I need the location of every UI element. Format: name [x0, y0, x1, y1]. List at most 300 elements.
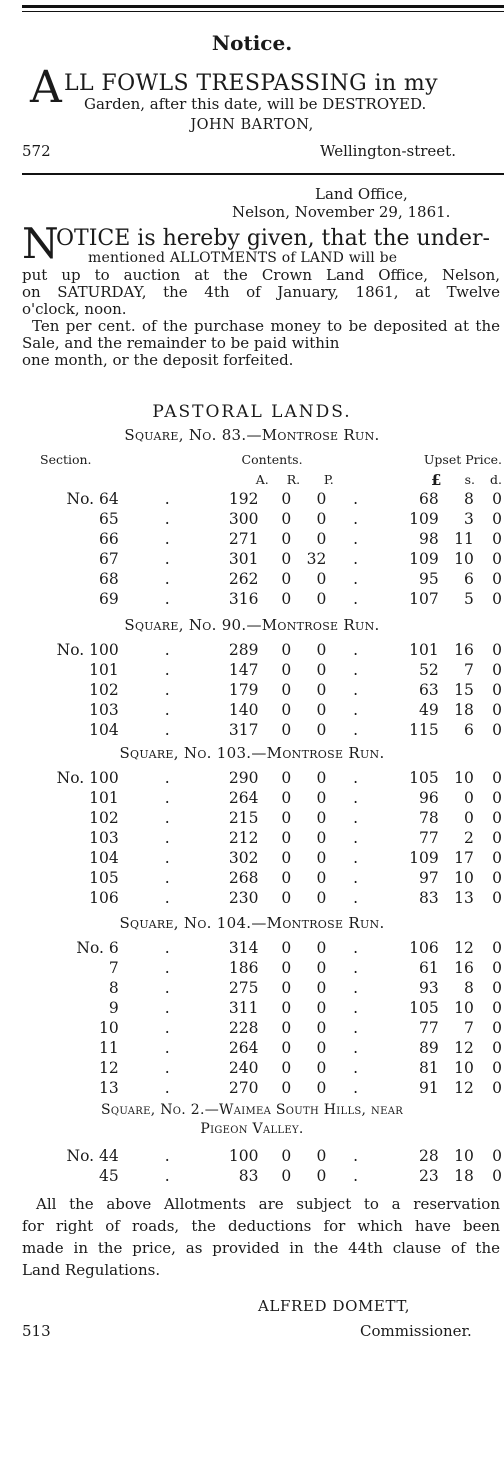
acres-cell: 264 [228, 1039, 259, 1057]
pence-cell: 0 [492, 490, 502, 508]
leader-dot: . [164, 829, 170, 847]
allotment-row [22, 788, 502, 808]
roods-cell: 0 [281, 959, 292, 977]
pounds-cell: 105 [409, 769, 439, 787]
shillings-cell: 15 [454, 681, 474, 699]
acres-cell: 83 [238, 1167, 259, 1185]
square-104-title: Square, No. 104.—Montrose Run. [119, 914, 385, 932]
perches-cell: 0 [316, 1167, 327, 1185]
shillings-cell: 12 [454, 1079, 474, 1097]
footer-line-2: for right of roads, the deductions for which have been [22, 1217, 500, 1235]
perches-cell: 0 [316, 849, 327, 867]
notice1-street: Wellington-street. [320, 142, 456, 160]
header-shillings: s. [464, 472, 476, 487]
section-cell: 8 [108, 979, 119, 997]
shillings-cell: 16 [454, 959, 474, 977]
allotment-row [22, 700, 502, 720]
allotment-row [22, 958, 502, 978]
leader-dot: . [164, 1019, 170, 1037]
perches-cell: 0 [316, 869, 327, 887]
leader-dot: . [353, 769, 359, 787]
footer-line-1: All the above Allotments are subject to a reservation [36, 1195, 500, 1213]
allotment-row [22, 848, 502, 868]
notice1-signer: JOHN BARTON, [190, 117, 314, 133]
shillings-cell: 10 [454, 769, 474, 787]
shillings-cell: 12 [454, 1039, 474, 1057]
leader-dot: . [164, 959, 170, 977]
footer-line-3: made in the price, as provided in the 44th clause of the [22, 1239, 500, 1257]
pence-cell: 0 [492, 1167, 502, 1185]
pounds-cell: 101 [409, 641, 439, 659]
leader-dot: . [164, 1039, 170, 1057]
leader-dot: . [353, 590, 359, 608]
roods-cell: 0 [281, 849, 292, 867]
square-90-title: Square, No. 90.—Montrose Run. [124, 616, 380, 634]
leader-dot: . [353, 999, 359, 1017]
allotment-row [22, 978, 502, 998]
pence-cell: 0 [492, 1059, 502, 1077]
allotment-row [22, 1018, 502, 1038]
pounds-cell: 95 [418, 570, 439, 588]
section-cell: 101 [89, 789, 119, 807]
acres-cell: 290 [228, 769, 259, 787]
leader-dot: . [353, 809, 359, 827]
notice2-signer: ALFRED DOMETT, [258, 1297, 411, 1315]
section-cell: 104 [89, 721, 119, 739]
header-contents: Contents. [241, 452, 303, 467]
section-cell: No. 100 [56, 769, 119, 787]
pence-cell: 0 [492, 889, 502, 907]
perches-cell: 0 [316, 889, 327, 907]
square-90-table [22, 640, 502, 740]
leader-dot: . [164, 590, 170, 608]
shillings-cell: 2 [463, 829, 474, 847]
pounds-cell: 77 [418, 829, 439, 847]
acres-cell: 316 [228, 590, 259, 608]
header-acres: A. [255, 472, 269, 487]
section-cell: 13 [98, 1079, 119, 1097]
perches-cell: 0 [316, 661, 327, 679]
pence-cell: 0 [492, 590, 502, 608]
pence-cell: 0 [492, 661, 502, 679]
square-104-table [22, 938, 502, 1098]
roods-cell: 0 [281, 590, 292, 608]
pence-cell: 0 [492, 999, 502, 1017]
pounds-cell: 28 [418, 1147, 439, 1165]
acres-cell: 100 [228, 1147, 259, 1165]
section-cell: 103 [89, 829, 119, 847]
pence-cell: 0 [492, 829, 502, 847]
leader-dot: . [164, 1059, 170, 1077]
pence-cell: 0 [492, 809, 502, 827]
section-cell: No. 100 [56, 641, 119, 659]
acres-cell: 228 [228, 1019, 259, 1037]
square-2-title-line1: Square, No. 2.—Waimea South Hills, near [100, 1102, 404, 1118]
acres-cell: 289 [228, 641, 259, 659]
shillings-cell: 11 [454, 530, 474, 548]
roods-cell: 0 [281, 701, 292, 719]
perches-cell: 0 [316, 999, 327, 1017]
leader-dot: . [164, 570, 170, 588]
header-perches: P. [323, 472, 334, 487]
allotment-row [22, 1078, 502, 1098]
shillings-cell: 10 [454, 1059, 474, 1077]
roods-cell: 0 [281, 661, 292, 679]
pence-cell: 0 [492, 510, 502, 528]
perches-cell: 0 [316, 789, 327, 807]
pounds-cell: 105 [409, 999, 439, 1017]
roods-cell: 0 [281, 979, 292, 997]
pounds-cell: 109 [409, 849, 439, 867]
allotment-row [22, 938, 502, 958]
pounds-cell: 106 [409, 939, 439, 957]
leader-dot: . [353, 1167, 359, 1185]
notice2-role: Commissioner. [360, 1322, 472, 1340]
roods-cell: 0 [281, 889, 292, 907]
leader-dot: . [353, 570, 359, 588]
roods-cell: 0 [281, 809, 292, 827]
square-83-title: Square, No. 83.—Montrose Run. [124, 426, 380, 444]
pounds-cell: 78 [418, 809, 439, 827]
acres-cell: 186 [228, 959, 259, 977]
notice2-line2: mentioned ALLOTMENTS of LAND will be [88, 250, 398, 266]
allotment-row [22, 768, 502, 788]
shillings-cell: 16 [454, 641, 474, 659]
roods-cell: 0 [281, 999, 292, 1017]
shillings-cell: 8 [463, 490, 474, 508]
perches-cell: 0 [316, 939, 327, 957]
pence-cell: 0 [492, 1019, 502, 1037]
fowls-line2: Garden, after this date, will be DESTROYED. [84, 95, 427, 113]
header-pounds: £ [430, 471, 442, 489]
acres-cell: 271 [228, 530, 259, 548]
leader-dot: . [353, 701, 359, 719]
leader-dot: . [353, 1079, 359, 1097]
roods-cell: 0 [281, 641, 292, 659]
leader-dot: . [353, 869, 359, 887]
shillings-cell: 7 [463, 1019, 474, 1037]
leader-dot: . [353, 1019, 359, 1037]
shillings-cell: 13 [454, 889, 474, 907]
allotment-row [22, 660, 502, 680]
allotment-row [22, 868, 502, 888]
shillings-cell: 10 [454, 869, 474, 887]
shillings-cell: 10 [454, 550, 474, 568]
section-cell: 11 [98, 1039, 119, 1057]
notice-title: Notice. [211, 31, 293, 55]
roods-cell: 0 [281, 829, 292, 847]
allotment-row [22, 549, 502, 569]
pounds-cell: 89 [418, 1039, 439, 1057]
allotment-row [22, 808, 502, 828]
shillings-cell: 8 [463, 979, 474, 997]
pounds-cell: 49 [418, 701, 439, 719]
leader-dot: . [164, 681, 170, 699]
acres-cell: 300 [228, 510, 259, 528]
allotment-row [22, 680, 502, 700]
acres-cell: 215 [228, 809, 259, 827]
pounds-cell: 81 [418, 1059, 439, 1077]
acres-cell: 301 [228, 550, 259, 568]
leader-dot: . [353, 641, 359, 659]
leader-dot: . [353, 1147, 359, 1165]
leader-dot: . [353, 661, 359, 679]
acres-cell: 275 [228, 979, 259, 997]
pence-cell: 0 [492, 1079, 502, 1097]
notice2-number: 513 [22, 1322, 51, 1340]
pence-cell: 0 [492, 641, 502, 659]
body-line-3: o'clock, noon. [22, 300, 127, 318]
roods-cell: 0 [281, 789, 292, 807]
roods-cell: 0 [281, 869, 292, 887]
acres-cell: 264 [228, 789, 259, 807]
leader-dot: . [164, 701, 170, 719]
perches-cell: 0 [316, 959, 327, 977]
acres-cell: 212 [228, 829, 259, 847]
body-line-1: put up to auction at the Crown Land Office, Nelson, [22, 266, 500, 284]
roods-cell: 0 [281, 721, 292, 739]
acres-cell: 314 [228, 939, 259, 957]
square-2-table [22, 1146, 502, 1186]
leader-dot: . [353, 1059, 359, 1077]
section-cell: No. 44 [66, 1147, 119, 1165]
section-cell: 10 [98, 1019, 119, 1037]
perches-cell: 0 [316, 701, 327, 719]
shillings-cell: 3 [463, 510, 474, 528]
leader-dot: . [164, 641, 170, 659]
shillings-cell: 10 [454, 999, 474, 1017]
pence-cell: 0 [492, 959, 502, 977]
leader-dot: . [164, 979, 170, 997]
acres-cell: 230 [228, 889, 259, 907]
pence-cell: 0 [492, 681, 502, 699]
pounds-cell: 63 [418, 681, 439, 699]
footer-line-4: Land Regulations. [22, 1261, 161, 1279]
pounds-cell: 23 [418, 1167, 439, 1185]
acres-cell: 192 [228, 490, 259, 508]
allotment-row [22, 1058, 502, 1078]
leader-dot: . [353, 939, 359, 957]
leader-dot: . [164, 490, 170, 508]
shillings-cell: 18 [454, 701, 474, 719]
roods-cell: 0 [281, 530, 292, 548]
section-cell: 104 [89, 849, 119, 867]
roods-cell: 0 [281, 1019, 292, 1037]
perches-cell: 0 [316, 769, 327, 787]
pounds-cell: 83 [418, 889, 439, 907]
perches-cell: 0 [316, 570, 327, 588]
perches-cell: 0 [316, 1039, 327, 1057]
leader-dot: . [164, 1147, 170, 1165]
allotment-row [22, 828, 502, 848]
square-103-title: Square, No. 103.—Montrose Run. [119, 744, 385, 762]
leader-dot: . [164, 809, 170, 827]
shillings-cell: 6 [463, 570, 474, 588]
pence-cell: 0 [492, 789, 502, 807]
leader-dot: . [353, 959, 359, 977]
leader-dot: . [164, 849, 170, 867]
perches-cell: 0 [316, 721, 327, 739]
body-line-5: one month, or the deposit forfeited. [22, 351, 294, 369]
acres-cell: 140 [228, 701, 259, 719]
perches-cell: 0 [316, 809, 327, 827]
perches-cell: 0 [316, 510, 327, 528]
square-103-table [22, 768, 502, 908]
column-headers [22, 450, 502, 490]
header-pence: d. [490, 472, 502, 487]
pence-cell: 0 [492, 849, 502, 867]
top-rule-thick [22, 5, 504, 8]
section-cell: 106 [89, 889, 119, 907]
pounds-cell: 93 [418, 979, 439, 997]
pence-cell: 0 [492, 939, 502, 957]
perches-cell: 32 [306, 550, 327, 568]
acres-cell: 147 [228, 661, 259, 679]
drop-cap-a: A [30, 62, 62, 113]
leader-dot: . [353, 889, 359, 907]
leader-dot: . [164, 661, 170, 679]
allotment-row [22, 1166, 502, 1186]
leader-dot: . [353, 829, 359, 847]
shillings-cell: 12 [454, 939, 474, 957]
allotment-row [22, 640, 502, 660]
pence-cell: 0 [492, 701, 502, 719]
pence-cell: 0 [492, 1147, 502, 1165]
section-cell: 69 [98, 590, 119, 608]
leader-dot: . [164, 530, 170, 548]
section-title: PASTORAL LANDS. [152, 402, 352, 422]
leader-dot: . [164, 869, 170, 887]
roods-cell: 0 [281, 1039, 292, 1057]
shillings-cell: 0 [463, 809, 474, 827]
pounds-cell: 115 [409, 721, 439, 739]
drop-cap-n: N [22, 219, 59, 268]
notice2-headline: OTICE is hereby given, that the under- [56, 226, 490, 251]
perches-cell: 0 [316, 1147, 327, 1165]
notice1-number: 572 [22, 142, 51, 160]
shillings-cell: 7 [463, 661, 474, 679]
leader-dot: . [164, 721, 170, 739]
section-cell: 101 [89, 661, 119, 679]
square-2-title-line2: Pigeon Valley. [200, 1121, 304, 1137]
section-cell: 7 [108, 959, 119, 977]
allotment-row [22, 589, 502, 609]
leader-dot: . [353, 530, 359, 548]
section-cell: 103 [89, 701, 119, 719]
section-cell: 12 [98, 1059, 119, 1077]
shillings-cell: 0 [463, 789, 474, 807]
acres-cell: 311 [228, 999, 259, 1017]
section-cell: 102 [89, 681, 119, 699]
section-cell: 45 [98, 1167, 119, 1185]
pence-cell: 0 [492, 550, 502, 568]
roods-cell: 0 [281, 1079, 292, 1097]
pounds-cell: 109 [409, 550, 439, 568]
leader-dot: . [353, 721, 359, 739]
leader-dot: . [164, 999, 170, 1017]
roods-cell: 0 [281, 939, 292, 957]
leader-dot: . [164, 939, 170, 957]
section-cell: 102 [89, 809, 119, 827]
acres-cell: 262 [228, 570, 259, 588]
pounds-cell: 52 [418, 661, 439, 679]
perches-cell: 0 [316, 1059, 327, 1077]
header-price: Upset Price. [423, 452, 502, 467]
roods-cell: 0 [281, 490, 292, 508]
allotment-row [22, 569, 502, 589]
body-line-2: on SATURDAY, the 4th of January, 1861, at Twelve [22, 283, 500, 301]
section-cell: No. 6 [76, 939, 119, 957]
pounds-cell: 68 [418, 490, 439, 508]
shillings-cell: 18 [454, 1167, 474, 1185]
perches-cell: 0 [316, 1079, 327, 1097]
roods-cell: 0 [281, 681, 292, 699]
leader-dot: . [353, 849, 359, 867]
header-section: Section. [40, 452, 92, 467]
acres-cell: 268 [228, 869, 259, 887]
leader-dot: . [353, 490, 359, 508]
pounds-cell: 107 [409, 590, 439, 608]
roods-cell: 0 [281, 550, 292, 568]
section-cell: 65 [98, 510, 119, 528]
pounds-cell: 77 [418, 1019, 439, 1037]
acres-cell: 179 [228, 681, 259, 699]
acres-cell: 240 [228, 1059, 259, 1077]
leader-dot: . [164, 1167, 170, 1185]
leader-dot: . [353, 681, 359, 699]
leader-dot: . [164, 889, 170, 907]
roods-cell: 0 [281, 769, 292, 787]
pence-cell: 0 [492, 979, 502, 997]
pence-cell: 0 [492, 721, 502, 739]
shillings-cell: 5 [463, 590, 474, 608]
roods-cell: 0 [281, 1167, 292, 1185]
allotment-row [22, 509, 502, 529]
roods-cell: 0 [281, 1059, 292, 1077]
section-cell: 67 [98, 550, 119, 568]
section-cell: 9 [108, 999, 119, 1017]
section-cell: 68 [98, 570, 119, 588]
allotment-row [22, 489, 502, 509]
roods-cell: 0 [281, 1147, 292, 1165]
allotment-row [22, 888, 502, 908]
section-cell: 105 [89, 869, 119, 887]
pence-cell: 0 [492, 530, 502, 548]
body-line-4: Ten per cent. of the purchase money to be deposited at the Sale, and the remainder to be paid within [22, 317, 500, 352]
top-rule-thin [22, 11, 504, 12]
allotment-row [22, 998, 502, 1018]
leader-dot: . [164, 769, 170, 787]
perches-cell: 0 [316, 530, 327, 548]
land-office: Land Office, [315, 185, 408, 203]
pounds-cell: 61 [418, 959, 439, 977]
perches-cell: 0 [316, 979, 327, 997]
perches-cell: 0 [316, 1019, 327, 1037]
perches-cell: 0 [316, 590, 327, 608]
pounds-cell: 97 [418, 869, 439, 887]
perches-cell: 0 [316, 641, 327, 659]
shillings-cell: 17 [454, 849, 474, 867]
pence-cell: 0 [492, 869, 502, 887]
pence-cell: 0 [492, 769, 502, 787]
pounds-cell: 96 [418, 789, 439, 807]
pounds-cell: 98 [418, 530, 439, 548]
acres-cell: 317 [228, 721, 259, 739]
section-cell: No. 64 [66, 490, 119, 508]
perches-cell: 0 [316, 681, 327, 699]
leader-dot: . [164, 1079, 170, 1097]
roods-cell: 0 [281, 570, 292, 588]
